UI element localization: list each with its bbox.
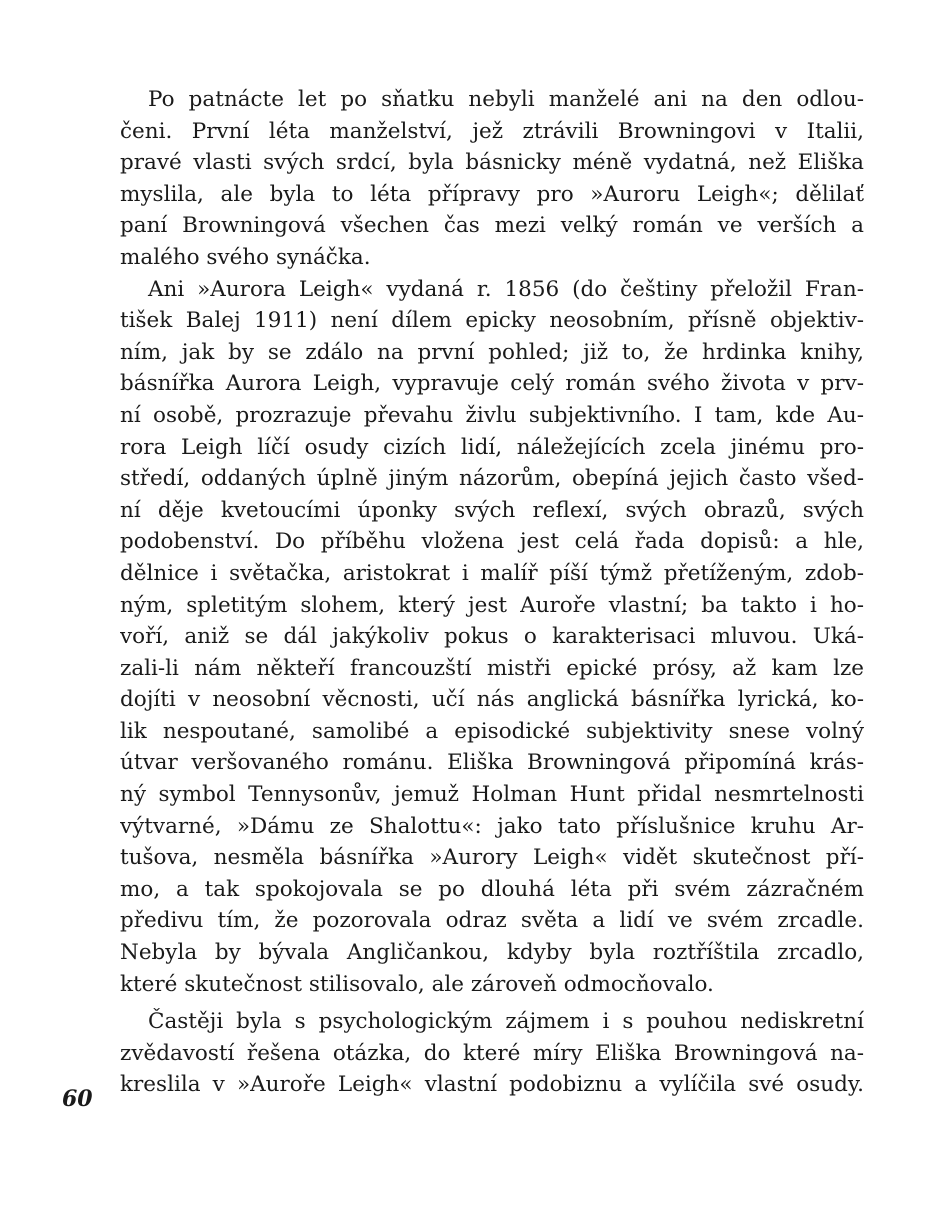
text-line: předivu tím, že pozorovala odraz světa a lidí ve svém zrcadle. [120,908,864,934]
text-line: útvar veršovaného románu. Eliška Browningová připomíná krás- [120,750,864,776]
text-line: výtvarné, »Dámu ze Shalottu«: jako tato příslušnice kruhu Ar- [120,813,864,839]
text-line: zvědavostí řešena otázka, do které míry Eliška Browningová na- [120,1040,864,1066]
text-line: tušova, nesměla básnířka »Aurory Leigh« vidět skutečnost pří- [120,845,864,871]
text-line: kreslila v »Auroře Leigh« vlastní podobiznu a vylíčila své osudy. [120,1072,864,1098]
text-line: myslila, ale byla to léta přípravy pro »Auroru Leigh«; dělilať [120,181,864,207]
text-line: Nebyla by bývala Angličankou, kdyby byla roztříštila zrcadlo, [120,940,864,966]
text-line: Po patnácte let po sňatku nebyli manželé ani na den odlou- [148,87,864,112]
text-line: voří, aniž se dál jakýkoliv pokus o karakterisaci mluvou. Uká- [120,624,864,650]
text-line: ní děje kvetoucími úponky svých reflexí, svých obrazů, svých [120,497,864,523]
text-line: ním, jak by se zdálo na první pohled; již to, že hrdinka knihy, [120,339,864,365]
paragraph-1 [120,84,864,274]
paragraph-3 [120,1006,864,1101]
text-line: podobenství. Do příběhu vložena jest celá řada dopisů: a hle, [120,529,864,555]
text-line: pravé vlasti svých srdcí, byla básnicky méně vydatná, než Eliška [120,150,864,176]
text-line: malého svého synáčka. [120,244,371,270]
text-line: mo, a tak spokojovala se po dlouhá léta při svém zázračném [120,876,864,902]
text-line: dojíti v neosobní věcnosti, učí nás anglická básnířka lyrická, ko- [120,687,864,713]
text-line: paní Browningová všechen čas mezi velký román ve verších a [120,213,864,239]
text-line: dělnice i světačka, aristokrat i malíř píší týmž přetíženým, zdob- [120,560,864,586]
text-line: ným, spletitým slohem, který jest Auroře vlastní; ba takto i ho- [120,592,864,618]
text-line: středí, oddaných úplně jiným názorům, obepíná jejich často všed- [120,466,864,492]
body-text [120,84,864,1101]
text-line: Ani »Aurora Leigh« vydaná r. 1856 (do češtiny přeložil Fran- [148,276,864,302]
page-number: 60 [62,1086,93,1112]
text-line: které skutečnost stilisovalo, ale zároveň odmocňovalo. [120,971,714,997]
text-line: ní osobě, prozrazuje převahu živlu subjektivního. I tam, kde Au- [120,402,864,428]
text-line: rora Leigh líčí osudy cizích lidí, náležejících zcela jinému pro- [120,434,864,460]
text-line: tišek Balej 1911) není dílem epicky neosobním, přísně objektiv- [120,308,864,334]
text-line: čeni. První léta manželství, jež ztrávili Browningovi v Italii, [120,118,864,144]
text-line: lik nespoutané, samolibé a episodické subjektivity snese volný [120,718,864,744]
text-line: Častěji byla s psychologickým zájmem i s pouhou nediskretní [148,1009,864,1035]
text-line: básnířka Aurora Leigh, vypravuje celý román svého života v prv- [120,371,864,397]
text-line: zali-li nám někteří francouzští mistři epické prósy, až kam lze [120,655,864,681]
text-line: ný symbol Tennysonův, jemuž Holman Hunt přidal nesmrtelnosti [120,782,864,808]
paragraph-2 [120,274,864,1001]
